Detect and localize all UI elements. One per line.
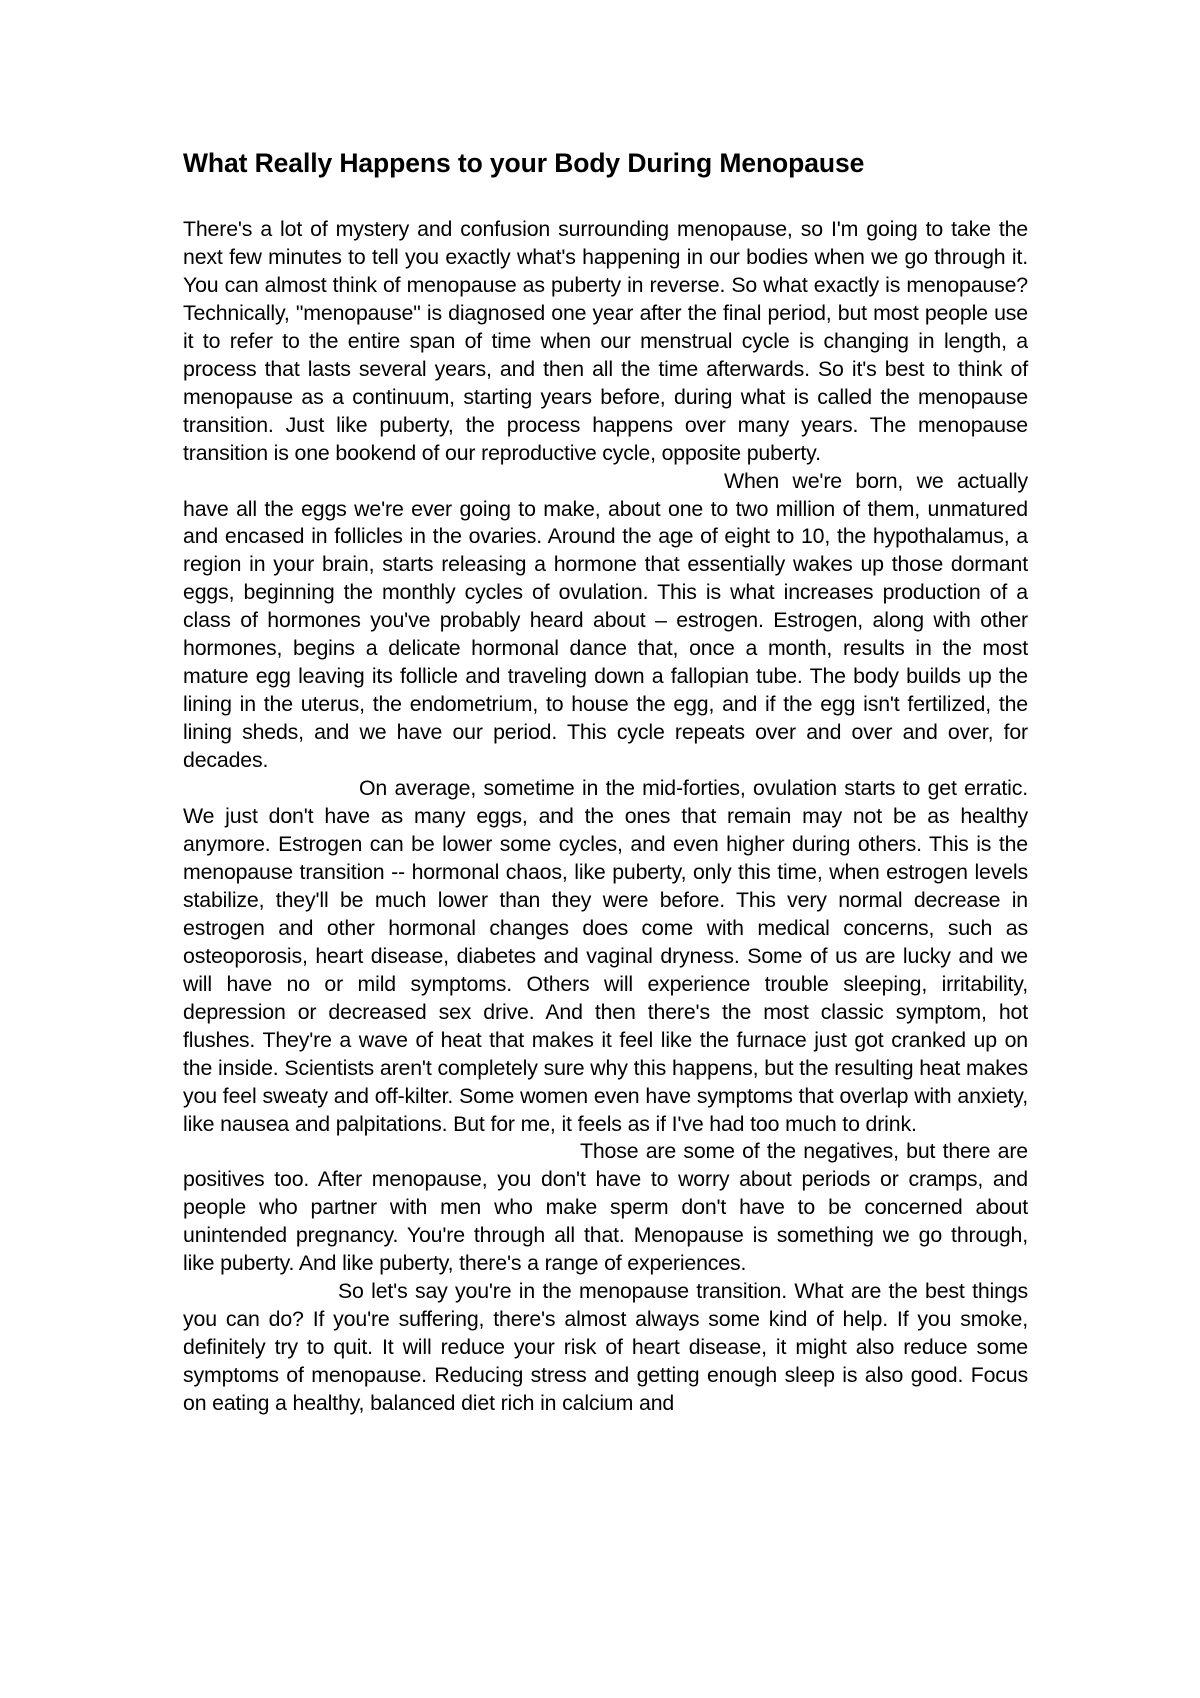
- document-title: What Really Happens to your Body During Menopause: [183, 148, 865, 178]
- document-body: [183, 146, 1028, 1418]
- paragraph-eggs: When we're born, we actually have all the eggs we're ever going to make, about one to two million of them, unmatured and encased in follicles in the ovaries. Around the age of eight to 10, the hypothalamus, a region in your brain, starts releasing a hormone that essentially wakes up those dormant eggs, beginning the monthly cycles of ovulation. This is what increases production of a class of hormones you've probably heard about – estrogen. Estrogen, along with other hormones, begins a delicate hormonal dance that, once a month, results in the most mature egg leaving its follicle and traveling down a fallopian tube. The body builds up the lining in the uterus, the endometrium, to house the egg, and if the egg isn't fertilized, the lining sheds, and we have our period. This cycle repeats over and over and over, for decades.: [183, 468, 1028, 773]
- paragraph-advice: So let's say you're in the menopause transition. What are the best things you can do? If you're suffering, there's almost always some kind of help. If you smoke, definitely try to quit. It will reduce your risk of heart disease, it might also reduce some symptoms of menopause. Reducing stress and getting enough sleep is also good. Focus on eating a healthy, balanced diet rich in calcium and: [183, 1279, 1028, 1416]
- paragraph-transition: On average, sometime in the mid-forties, ovulation starts to get erratic. We just don't have as many eggs, and the ones that remain may not be as healthy anymore. Estrogen can be lower some cycles, and even higher during others. This is the menopause transition -- hormonal chaos, like puberty, only this time, when estrogen levels stabilize, they'll be much lower than they were before. This very normal decrease in estrogen and other hormonal changes does come with medical concerns, such as osteoporosis, heart disease, diabetes and vaginal dryness. Some of us are lucky and we will have no or mild symptoms. Others will experience trouble sleeping, irritability, depression or decreased sex drive. And then there's the most classic symptom, hot flushes. They're a wave of heat that makes it feel like the furnace just got cranked up on the inside. Scientists aren't completely sure why this happens, but the resulting heat makes you feel sweaty and off-kilter. Some women even have symptoms that overlap with anxiety, like nausea and palpitations. But for me, it feels as if I've had too much to drink.: [183, 776, 1028, 1136]
- paragraph-positives: Those are some of the negatives, but there are positives too. After menopause, you don't have to worry about periods or cramps, and people who partner with men who make sperm don't have to be concerned about unintended pregnancy. You're through all that. Menopause is something we go through, like puberty. And like puberty, there's a range of experiences.: [183, 1139, 1028, 1276]
- paragraph-intro: There's a lot of mystery and confusion surrounding menopause, so I'm going to take the next few minutes to tell you exactly what's happening in our bodies when we go through it. You can almost think of menopause as puberty in reverse. So what exactly is menopause? Technically, "menopause" is diagnosed one year after the final period, but most people use it to refer to the entire span of time when our menstrual cycle is changing in length, a process that lasts several years, and then all the time afterwards. So it's best to think of menopause as a continuum, starting years before, during what is called the menopause transition. Just like puberty, the process happens over many years. The menopause transition is one bookend of our reproductive cycle, opposite puberty.: [183, 217, 1028, 465]
